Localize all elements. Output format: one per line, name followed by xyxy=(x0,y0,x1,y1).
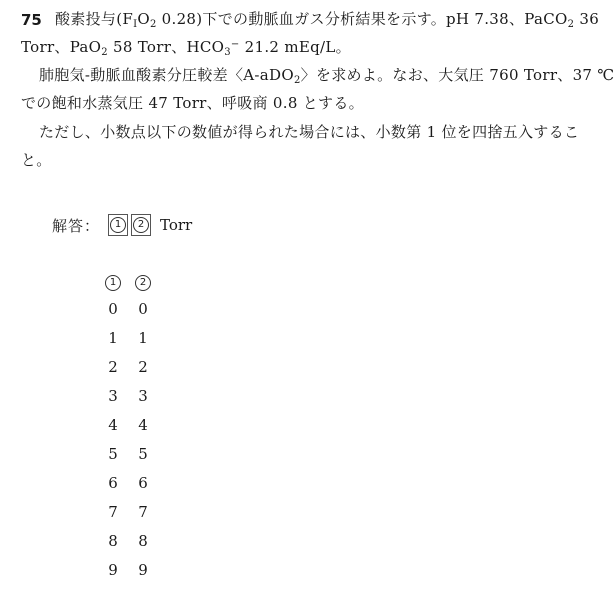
question-note-line-1: ただし、小数点以下の数値が得られた場合には、小数第 1 位を四捨五入するこ xyxy=(39,123,580,141)
question-note-line-2: と。 xyxy=(21,151,52,169)
answer-label: 解答： xyxy=(52,216,101,235)
digit-option-col1[interactable]: 9 xyxy=(108,560,118,579)
answer-box-2[interactable] xyxy=(131,214,151,236)
question-task-line-2: での飽和水蒸気圧 47 Torr、呼吸商 0.8 とする。 xyxy=(21,94,364,112)
circled-number-1: 1 xyxy=(110,217,126,233)
digit-option-col1[interactable]: 0 xyxy=(108,299,118,318)
answer-unit: Torr xyxy=(160,216,193,234)
mark-sheet xyxy=(98,272,158,584)
answer-box-1[interactable] xyxy=(108,214,128,236)
digit-option-col1[interactable]: 8 xyxy=(108,531,118,550)
digit-option-col2[interactable]: 6 xyxy=(138,473,148,492)
digit-row xyxy=(98,410,158,439)
digit-option-col2[interactable]: 8 xyxy=(138,531,148,550)
digit-option-col1[interactable]: 7 xyxy=(108,502,118,521)
digit-row xyxy=(98,352,158,381)
digit-row xyxy=(98,468,158,497)
question-stem-line-1: 酸素投与($F_IO_2$ 0.28)下での動脈血ガス分析結果を示す。pH 7.38、PaCO$_2$ 36 xyxy=(55,10,600,30)
column-header-1: 1 xyxy=(105,275,121,291)
digit-row xyxy=(98,526,158,555)
digit-option-col1[interactable]: 5 xyxy=(108,444,118,463)
mark-sheet-header xyxy=(98,272,158,294)
digit-option-col2[interactable]: 4 xyxy=(138,415,148,434)
digit-option-col1[interactable]: 6 xyxy=(108,473,118,492)
digit-option-col1[interactable]: 4 xyxy=(108,415,118,434)
digit-option-col1[interactable]: 2 xyxy=(108,357,118,376)
digit-option-col1[interactable]: 1 xyxy=(108,328,118,347)
digit-option-col2[interactable]: 9 xyxy=(138,560,148,579)
answer-row xyxy=(52,212,192,238)
digit-option-col2[interactable]: 5 xyxy=(138,444,148,463)
digit-option-col2[interactable]: 2 xyxy=(138,357,148,376)
digit-rows xyxy=(98,294,158,584)
digit-option-col1[interactable]: 3 xyxy=(108,386,118,405)
digit-row xyxy=(98,323,158,352)
circled-number-2: 2 xyxy=(133,217,149,233)
digit-row xyxy=(98,497,158,526)
question-stem-line-2: Torr、PaO$_2$ 58 Torr、$HCO_3^-$ 21.2 mEq/L。 xyxy=(21,38,351,58)
digit-option-col2[interactable]: 1 xyxy=(138,328,148,347)
column-header-2: 2 xyxy=(135,275,151,291)
question-number: 75 xyxy=(21,11,42,29)
digit-option-col2[interactable]: 0 xyxy=(138,299,148,318)
digit-row xyxy=(98,439,158,468)
question-task-line-1: 肺胞気-動脈血酸素分圧較差〈A-aDO$_2$〉を求めよ。なお、大気圧 760 Torr、37 ℃ xyxy=(39,66,614,86)
digit-option-col2[interactable]: 3 xyxy=(138,386,148,405)
digit-option-col2[interactable]: 7 xyxy=(138,502,148,521)
digit-row xyxy=(98,555,158,584)
digit-row xyxy=(98,294,158,323)
digit-row xyxy=(98,381,158,410)
